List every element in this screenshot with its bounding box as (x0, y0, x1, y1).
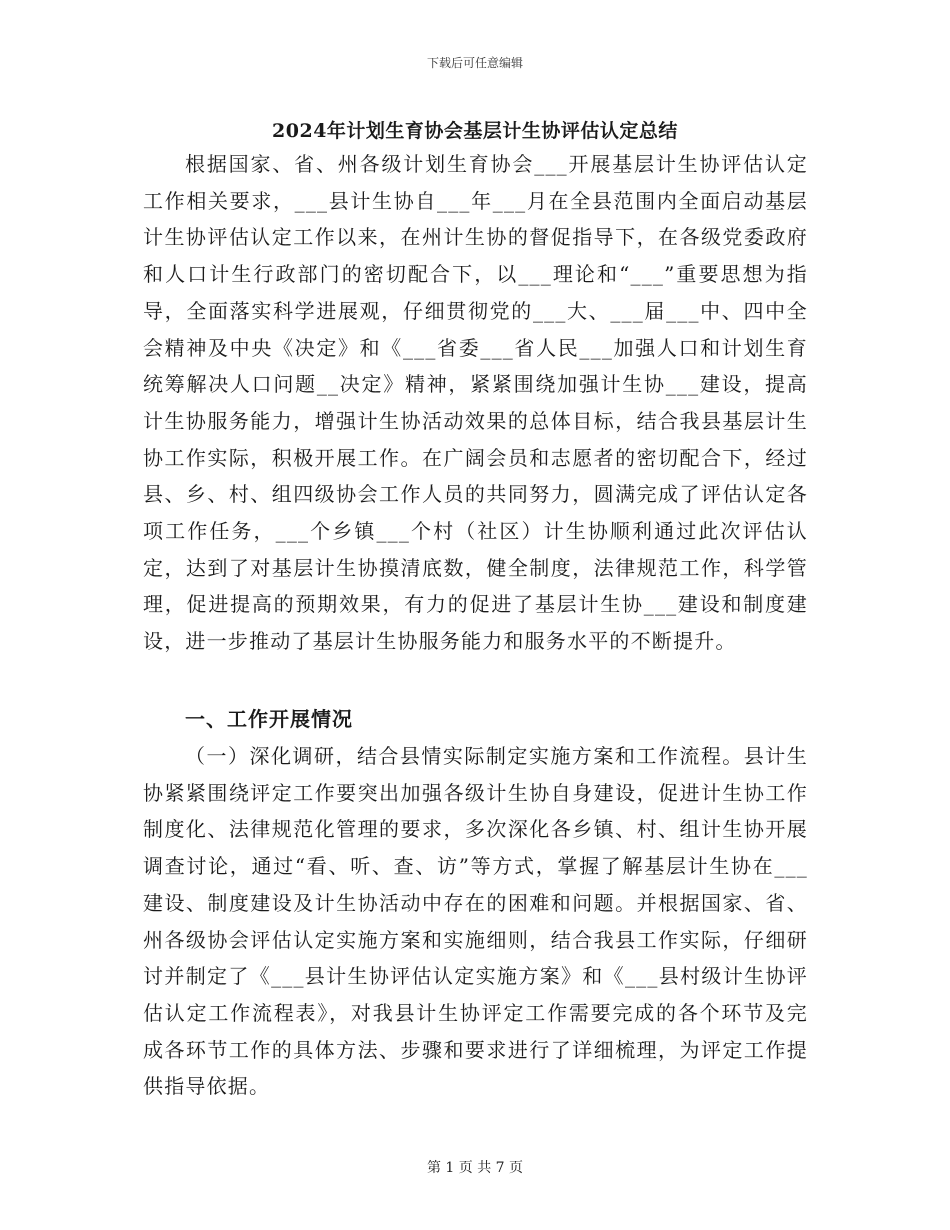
document-title: 2024年计划生育协会基层计生协评估认定总结 (272, 120, 678, 142)
section-paragraph: （一）深化调研，结合县情实际制定实施方案和工作流程。县计生协紧紧围绕评定工作要突出加强各级计生协自身建设，促进计生协工作制度化、法律规范化管理的要求，多次深化各乡镇、村、组计生协开展调查讨论，通过“看、听、查、访”等方式，掌握了解基层计生协在___建设、制度建设及计生协活动中存在的困难和问题。并根据国家、省、州各级协会评估认定实施方案和实施细则，结合我县工作实际，仔细研讨并制定了《___县计生协评估认定实施方案》和《___县村级计生协评估认定工作流程表》，对我县计生协评定工作需要完成的各个环节及完成各环节工作的具体方法、步骤和要求进行了详细梳理，为评定工作提供指导依据。 (143, 744, 808, 1099)
section-heading: 一、工作开展情况 (185, 707, 353, 731)
header-note: 下载后可任意编辑 (426, 56, 523, 70)
page-number: 第 1 页 共 7 页 (426, 1160, 524, 1176)
intro-paragraph: 根据国家、省、州各级计划生育协会___开展基层计生协评估认定工作相关要求，___县计生协自___年___月在全县范围内全面启动基层计生协评估认定工作以来，在州计生协的督促指导下，在各级党委政府和人口计生行政部门的密切配合下，以___理论和“___”重要思想为指导，全面落实科学进展观，仔细贯彻党的___大、___届___中、四中全会精神及中央《决定》和《___省委___省人民___加强人口和计划生育统筹解决人口问题__决定》精神，紧紧围绕加强计生协___建设，提高计生协服务能力，增强计生协活动效果的总体目标，结合我县基层计生协工作实际，积极开展工作。在广阔会员和志愿者的密切配合下，经过县、乡、村、组四级协会工作人员的共同努力，圆满完成了评估认定各项工作任务，___个乡镇___个村（社区）计生协顺利通过此次评估认定，达到了对基层计生协摸清底数，健全制度，法律规范工作，科学管理，促进提高的预期效果，有力的促进了基层计生协___建设和制度建设，进一步推动了基层计生协服务能力和服务水平的不断提升。 (143, 152, 808, 654)
